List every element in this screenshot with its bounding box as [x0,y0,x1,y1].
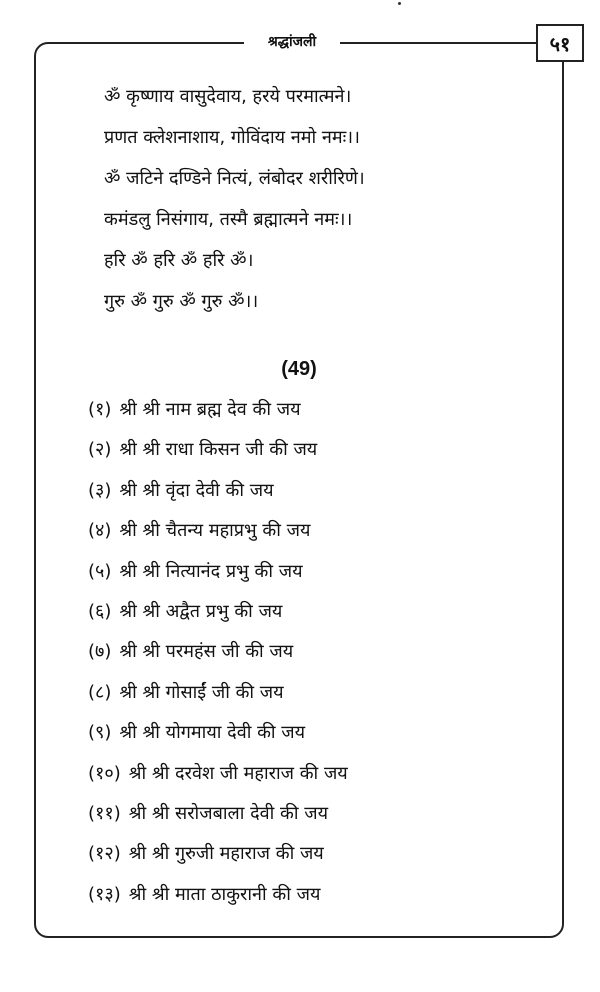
item-text: श्री श्री माता ठाकुरानी की जय [128,883,321,905]
item-text: श्री श्री गुरुजी महाराज की जय [128,843,324,865]
list-item [88,801,558,841]
item-number: (४) [88,520,112,542]
list-item [88,720,558,760]
item-text: श्री श्री गोसाईं जी की जय [119,681,284,703]
verse-line: गुरु ॐ गुरु ॐ गुरु ॐ।। [104,291,259,312]
list-item [88,397,558,437]
item-number: (८) [88,681,112,703]
stray-ink-dot [398,2,401,5]
item-text: श्री श्री परमहंस जी की जय [119,641,294,663]
list-item [88,639,558,679]
item-text: श्री श्री राधा किसन जी की जय [119,439,318,461]
jay-list [88,397,558,922]
page-header-title: श्रद्धांजली [244,30,340,54]
item-number: (७) [88,641,112,663]
item-number: (११) [88,802,121,824]
item-text: श्री श्री दरवेश जी महाराज की जय [128,762,348,784]
item-number: (६) [88,600,112,622]
page-number: ५१ [536,24,584,62]
list-item [88,478,558,518]
list-item [88,559,558,599]
item-number: (९) [88,722,112,744]
verse-line: ॐ जटिने दण्डिने नित्यं, लंबोदर शरीरिणे। [104,168,365,189]
verse-line: प्रणत क्लेशनाशाय, गोविंदाय नमो नमः।। [104,127,360,148]
item-text: श्री श्री योगमाया देवी की जय [119,722,306,744]
item-text: श्री श्री अद्वैत प्रभु की जय [119,600,283,622]
item-number: (१३) [88,883,121,905]
item-number: (३) [88,479,112,501]
item-number: (१२) [88,843,121,865]
item-number: (५) [88,560,112,582]
list-item [88,437,558,477]
item-number: (१) [88,399,112,420]
item-text: श्री श्री सरोजबाला देवी की जय [128,802,329,824]
item-text: श्री श्री नित्यानंद प्रभु की जय [119,560,303,582]
item-text: श्री श्री नाम ब्रह्म देव की जय [119,399,301,420]
list-item [88,841,558,881]
verse-line: ॐ कृष्णाय वासुदेवाय, हरये परमात्मने। [104,86,352,107]
list-item [88,882,558,922]
list-item [88,680,558,720]
item-text: श्री श्री चैतन्य महाप्रभु की जय [119,520,311,542]
item-number: (१०) [88,762,121,784]
list-item [88,599,558,639]
section-number: (49) [281,358,317,380]
verse-line: कमंडलु निसंगाय, तस्मै ब्रह्मात्मने नमः।। [104,209,353,230]
verse-block [104,84,564,330]
list-item [88,761,558,801]
verse-line: हरि ॐ हरि ॐ हरि ॐ। [104,250,254,271]
list-item [88,518,558,558]
item-text: श्री श्री वृंदा देवी की जय [119,479,274,501]
item-number: (२) [88,439,112,461]
